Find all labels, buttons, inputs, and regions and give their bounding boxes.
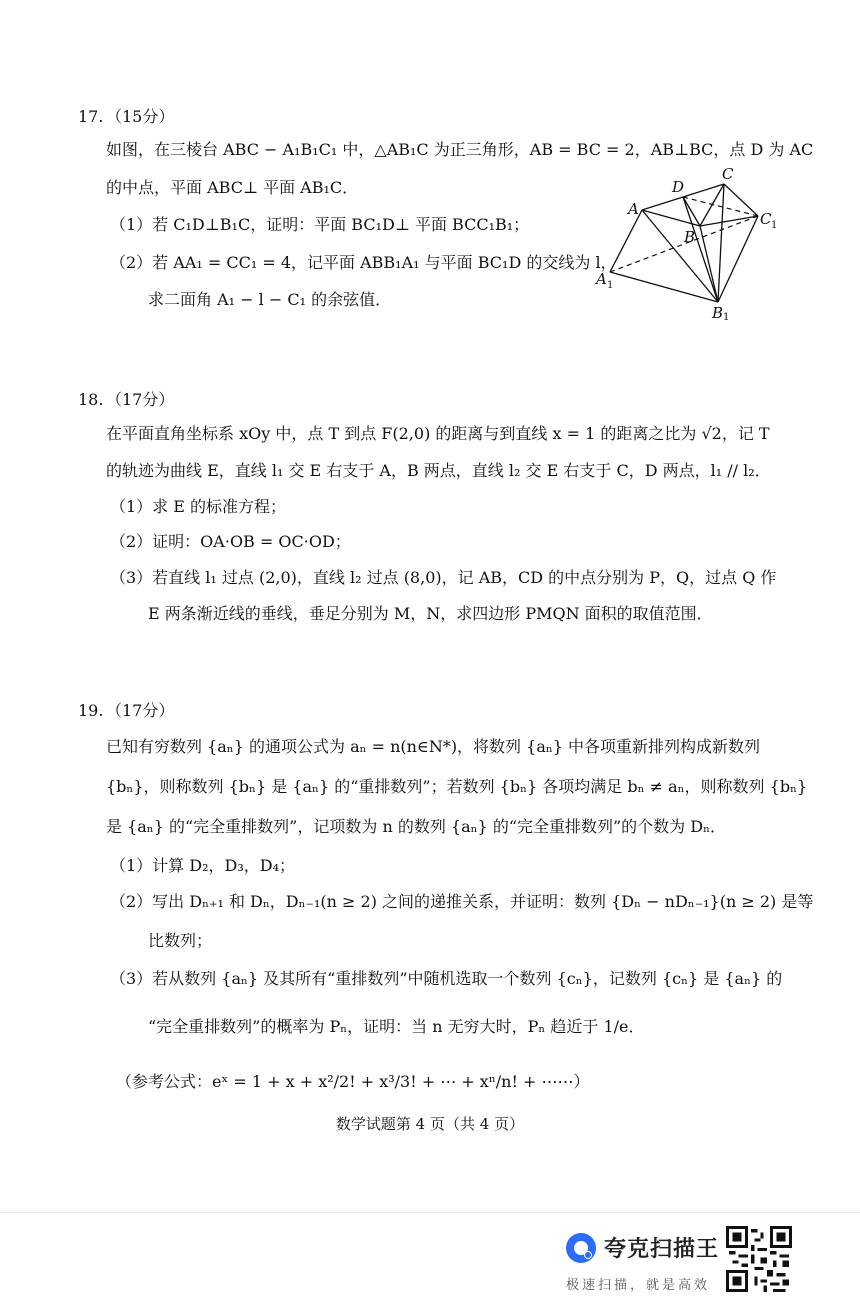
q17-stem-line2: 的中点，平面 ABC⊥ 平面 AB₁C． [106,178,359,197]
q17-score: （15分） [106,107,175,126]
label-A1-sub: 1 [607,280,614,291]
label-A: A [628,200,639,218]
q17-part2-line2: 求二面角 A₁ − l − C₁ 的余弦值． [148,290,392,309]
q19-stem-line2: {bₙ}，则称数列 {bₙ} 是 {aₙ} 的“重排数列”；若数列 {bₙ} 各项均满足 bₙ ≠ aₙ，则称数列 {bₙ} [106,777,808,796]
q18-score: （17分） [106,390,175,409]
q18-part2: （2）证明：OA·OB = OC·OD； [110,532,351,551]
label-D: D [672,178,685,196]
q18-stem-line2: 的轨迹为曲线 E，直线 l₁ 交 E 右支于 A，B 两点，直线 l₂ 交 E 右支于 C，D 两点，l₁ // l₂． [106,461,771,480]
q17-part2-line1: （2）若 AA₁ = CC₁ = 4，记平面 ABB₁A₁ 与平面 BC₁D 的交线为 l， [110,253,617,272]
q18-part3-line1: （3）若直线 l₁ 过点 (2,0)，直线 l₂ 过点 (8,0)，记 AB，CD 的中点分别为 P，Q，过点 Q 作 [110,568,777,587]
q19-part2-line1: （2）写出 Dₙ₊₁ 和 Dₙ，Dₙ₋₁(n ≥ 2) 之间的递推关系，并证明：数列 {Dₙ − nDₙ₋₁}(n ≥ 2) 是等 [110,892,814,911]
q19-part1: （1）计算 D₂，D₃，D₄； [110,856,295,875]
label-C1-sub: 1 [771,220,778,231]
watermark-divider [0,1212,860,1213]
q18-stem-line1: 在平面直角坐标系 xOy 中，点 T 到点 F(2,0) 的距离与到直线 x = 1 的距离之比为 √2，记 T [106,424,770,443]
scanner-logo-icon [566,1233,596,1263]
q19-part3-line2: “完全重排数列”的概率为 Pₙ，证明：当 n 无穷大时，Pₙ 趋近于 1/e． [148,1017,645,1036]
q19-part2-line2: 比数列； [148,931,213,950]
label-B1-sub: 1 [723,312,730,320]
label-A1: A [596,270,607,288]
q19-stem-line1: 已知有穷数列 {aₙ} 的通项公式为 aₙ = n(n∈N*)，将数列 {aₙ} 中各项重新排列构成新数列 [106,737,761,756]
label-C1: C [760,210,772,228]
q18-part1: （1）求 E 的标准方程； [110,497,287,516]
q19-score: （17分） [106,701,175,720]
q18-part3-line2: E 两条渐近线的垂线，垂足分别为 M，N，求四边形 PMQN 面积的取值范围． [148,604,713,623]
q18-number: 18. [78,390,104,409]
q17-stem-line1: 如图，在三棱台 ABC − A₁B₁C₁ 中，△AB₁C 为正三角形，AB = BC = 2，AB⊥BC，点 D 为 AC [106,140,814,159]
brand-slogan: 极速扫描，就是高效 [566,1278,711,1293]
label-B: B [684,228,696,246]
q17-part1: （1）若 C₁D⊥B₁C，证明：平面 BC₁D⊥ 平面 BCC₁B₁； [110,215,530,234]
page-footer-title: 数学试题第 4 页（共 4 页） [335,1115,525,1133]
label-C: C [722,165,734,183]
reference-formula: （参考公式：eˣ = 1 + x + x²/2! + x³/3! + ⋯ + xⁿ/n! + ⋯⋯） [116,1072,590,1091]
brand-name: 夸克扫描王 [604,1237,720,1262]
q19-stem-line3: 是 {aₙ} 的“完全重排数列”，记项数为 n 的数列 {aₙ} 的“完全重排数列”的个数为 Dₙ． [106,817,727,836]
q19-number: 19. [78,701,104,720]
q19-part3-line1: （3）若从数列 {aₙ} 及其所有“重排数列”中随机选取一个数列 {cₙ}，记数列 {cₙ} 是 {aₙ} 的 [110,969,783,988]
q17-number: 17. [78,107,104,126]
qr-code-icon [726,1226,792,1292]
frustum-figure [590,160,790,320]
label-B1: B [712,304,724,320]
